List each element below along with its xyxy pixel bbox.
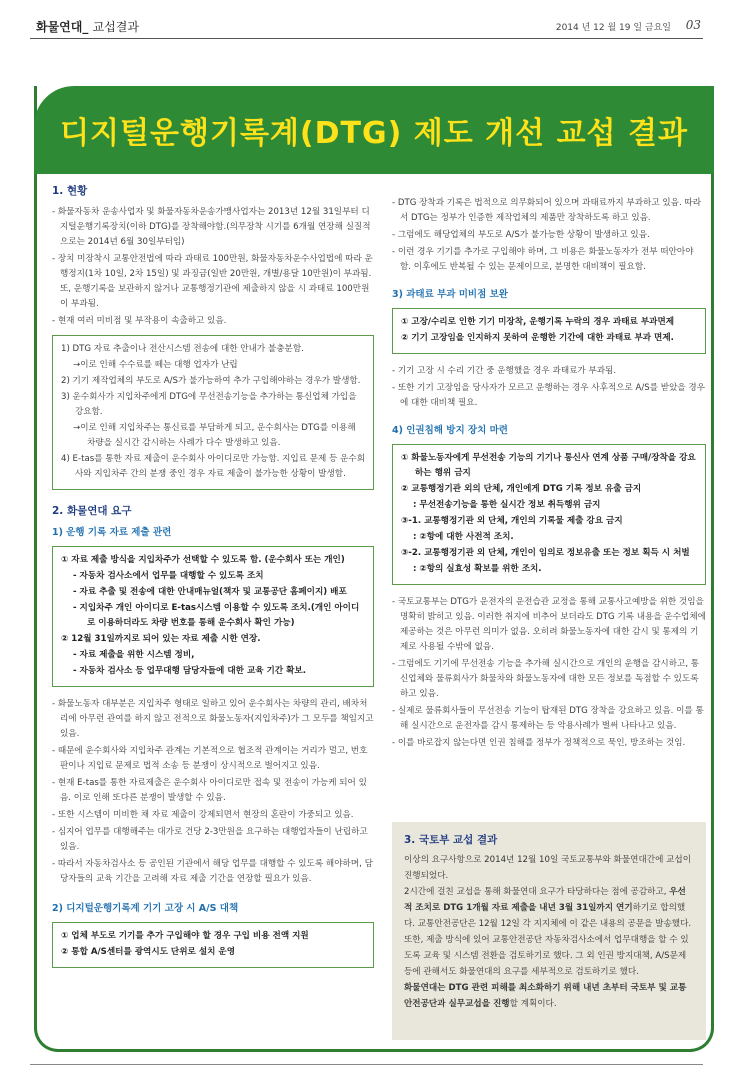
rights-item: - 국토교통부는 DTG가 운전자의 운전습관 교정을 통해 교통사고예방을 위한 것임을 명확히 밝히고 있음. 이러한 취지에 비추어 보더라도 DTG 기록 내용을 운수업체에 제공하는 것은 아무런 의미가 없음. 오히려 화물노동자에 대한 감시 및 통제의 기제로 사용될 수밖에 없음. [392,597,706,652]
demand-box-3 [392,308,706,354]
fine-item: - 또한 기기 고장임을 당사자가 모르고 운행하는 경우 사후적으로 A/S를 받았을 경우에 대한 대비책 필요. [392,383,706,408]
header-rule [30,38,703,39]
s2-item: - 때문에 운수회사와 지입차주 관계는 기본적으로 협조적 관계이는 거리가 멀고, 번호판이나 지입료 문제로 법적 소송 등 분쟁이 상시적으로 벌어지고 있음. [52,746,368,771]
result-paragraph: 이상의 요구사항으로 2014년 12월 10일 국토교통부와 화물연대간에 교섭이 진행되었다. [404,855,692,881]
demand-subitem: - 자동차 검사소 등 업무대행 담당자들에 대한 교육 기간 확보. [73,666,306,676]
result-paragraph: 화물연대는 DTG 관련 피해를 최소화하기 위해 내년 초부터 국토부 및 교통안전공단과 실무교섭을 진행할 계획이다. [404,983,687,1009]
issue-note: →이로 인해 지입차주는 통신료를 부담하게 되고, 운수회사는 DTG를 이용해 차량을 실시간 감시하는 사례가 다수 발생하고 있음. [73,423,356,448]
as-item: - 그럼에도 해당업체의 부도로 A/S가 불가능한 상황이 발생하고 있음. [392,230,650,240]
issue-item: 1) DTG 자료 추출이나 전산시스템 전송에 대한 안내가 불충분함. [61,344,304,354]
s1-item: - 장치 미장착시 교통안전법에 따라 과태료 100만원, 화물자동차운수사업법에 따라 운행정지(1차 10일, 2차 15일) 및 과징금(일반 20만원, 개별/용달 10만원)이 부과됨. 또, 운행기록을 보관하지 않거나 교통행정기관에 제출하지 않을 시 과태료 100만원이 부과됨. [52,254,373,309]
as-item: - DTG 장착과 기록은 법적으로 의무화되어 있으며 과태료까지 부과하고 있음. 따라서 DTG는 정부가 인증한 제작업체의 제품만 장착하도록 하고 있음. [392,198,702,223]
rights-item: - 실제로 물류회사들이 무선전송 기능이 탑재된 DTG 장착을 강요하고 있음. 이를 통해 실시간으로 운전자를 감시 통제하는 등 악용사례가 벌써 나타나고 있음. [392,706,704,731]
page-header [0,0,731,48]
rights-item: - 이를 바로잡지 않는다면 인권 침해를 정부가 정책적으로 묵인, 방조하는 것임. [392,738,686,748]
demand-box-2 [52,922,374,968]
subsection-1-heading: 1) 운행 기록 자료 제출 관련 [52,527,172,538]
result-paragraph: 2시간에 걸친 교섭을 통해 화물연대 요구가 타당하다는 점에 공감하고, 우선적 조치로 DTG 1개월 자료 제출을 내년 3월 31일까지 연기하기로 합의했다. 교통안전공단은 12월 12일 각 지지체에 이 같은 내용의 공문을 발송했다. [404,887,692,929]
s2-item: - 화물노동자 대부분은 지입차주 형태로 일하고 있어 운수회사는 차량의 관리, 배차처리에 아무런 관여를 하지 않고 전적으로 화물노동자(지입차주)가 그 모두를 책임지고 있음. [52,699,374,739]
issue-item: 3) 운수회사가 지입차주에게 DTG에 무선전송기능을 추가하는 통신업체 가입을 강요함. [61,392,357,417]
section-3-heading: 3. 국토부 교섭 결과 [404,834,498,846]
demand-item: ② 교통행정기관 외의 단체, 개인에게 DTG 기록 정보 유출 금지 [401,484,642,494]
demand-item: ③-2. 교통행정기관 외 단체, 개인이 임의로 정보유출 또는 정보 획득 시 처벌 [401,548,690,558]
demand-box-4 [392,444,706,585]
subsection-2-heading: 2) 디지털운행기록계 기기 고장 시 A/S 대책 [52,903,239,914]
demand-item: ① 고장/수리로 인한 기기 미장착, 운행기록 누락의 경우 과태료 부과면제 [401,317,675,327]
result-paragraph: 또한, 제출 방식에 있어 교통안전공단 자동차검사소에서 업무대행을 할 수 있도록 교육 및 시스템 전환을 검토하기로 했다. 그 외 인권 방지대책, A/S문제 등에 관해서도 화물연대의 요구를 세부적으로 검토하기로 했다. [404,935,689,977]
demand-box-1 [52,546,374,687]
issues-box [52,335,374,490]
demand-note: : ②항의 실효성 확보를 위한 조치. [413,564,542,574]
fine-item: - 기기 고장 시 수리 기간 중 운행했을 경우 과태료가 부과됨. [392,366,617,376]
demand-note: : 무선전송기능을 통한 실시간 정보 취득행위 금지 [413,500,601,510]
subsection-4-heading: 4) 인권침해 방지 장치 마련 [392,425,508,436]
section-1-heading: 1. 현황 [52,185,88,197]
issue-date: 2014 년 12 월 19 일 금요일 [555,23,671,33]
rights-item: - 그럼에도 기기에 무선전송 기능을 추가해 실시간으로 개인의 운행을 감시하고, 통신업체와 물류회사가 화물차와 화물노동자에 대한 모든 정보를 독점할 수 있도록 하고 있음. [392,659,700,699]
as-item: - 이런 경우 기기를 추가로 구입해야 하며, 그 비용은 화물노동자가 전부 떠안아야 함. 이후에도 반복될 수 있는 문제이므로, 분명한 대비책이 필요함. [392,247,694,272]
footer-rule [30,1064,703,1065]
title-banner [34,86,714,174]
section-2-heading: 2. 화물연대 요구 [52,505,132,517]
s1-item: - 화물자동차 운송사업자 및 화물자동차운송가맹사업자는 2013년 12월 31일부터 디지털운행기록장치(이하 DTG)를 장착해야함.(의무장착 시기를 6개월 연장해 실질적으로는 2014년 6월 30일부터임) [52,207,371,247]
section-label: 화물연대_ 교섭결과 [36,20,139,34]
result-emphasis: 화물연대는 DTG 관련 피해를 최소화하기 위해 내년 초부터 국토부 및 교통안전공단과 실무교섭을 진행 [404,983,687,1009]
subsection-3-heading: 3) 과태료 부과 미비점 보완 [392,289,508,300]
s1-item: - 현재 여러 미비점 및 부작용이 속출하고 있음. [52,316,227,326]
demand-subitem: - 자동차 검사소에서 업무를 대행할 수 있도록 조치 [73,571,264,581]
demand-subitem: - 자료 추출 및 전송에 대한 안내매뉴얼(책자 및 교통공단 홈페이지) 배포 [73,587,347,597]
issue-item: 4) E-tas를 통한 자료 제출이 운수회사 아이디로만 가능함. 지입료 문제 등 운수회사와 지입차주 간의 분쟁 중인 경우 자료 제출이 불가능한 상황이 발생함. [61,454,365,479]
demand-item: ③-1. 교통행정기관 외 단체, 개인의 기록물 제출 강요 금지 [401,516,623,526]
result-box [392,822,706,1040]
right-column [392,196,706,753]
s2-item: - 현재 E-tas를 통한 자료제출은 운수회사 아이디로만 접속 및 전송이 가능케 되어 있음. 이로 인해 또다른 분쟁이 발생할 수 있음. [52,778,367,803]
page-number: 03 [685,18,701,32]
left-column [52,184,374,978]
article-title: 디지털운행기록계(DTG) 제도 개선 교섭 결과 [60,116,688,151]
demand-item: ① 자료 제출 방식을 지입차주가 선택할 수 있도록 함. (운수회사 또는 개인) [61,555,345,565]
demand-subitem: - 지입차주 개인 아이디로 E-tas시스템 이용할 수 있도록 조치.(개인 아이디로 이용하더라도 차량 번호를 통해 운수회사 확인 가능) [73,603,360,628]
demand-item: ② 통합 A/S센터를 광역시도 단위로 설치 운영 [61,947,236,957]
demand-item: ② 12월 31일까지로 되어 있는 자료 제출 시한 연장. [61,634,261,644]
demand-item: ② 기기 고장임을 인지하지 못하여 운행한 기간에 대한 과태료 부과 면제. [401,333,674,343]
issue-note: →이로 인해 수수료를 떼는 대행 업자가 난립 [73,360,238,370]
demand-item: ① 화물노동자에게 무선전송 기능의 기기나 통신사 연계 상품 구매/장착을 강요하는 행위 금지 [401,453,696,478]
s2-item: - 따라서 자동차검사소 등 공인된 기관에서 해당 업무를 대행할 수 있도록 해야하며, 담당자들의 교육 기간을 고려해 자료 제출 기간을 연장할 필요가 있음. [52,859,373,884]
issue-item: 2) 기기 제작업체의 부도로 A/S가 불가능하여 추가 구입해야하는 경우가 발생함. [61,376,361,386]
s2-item: - 또한 시스템이 미비한 채 자료 제출이 강제되면서 현장의 혼란이 가중되고 있음. [52,810,354,820]
demand-note: : ②항에 대한 사전적 조치. [413,532,514,542]
demand-subitem: - 자료 제출을 위한 시스템 정비, [73,650,195,660]
result-emphasis: 우선적 조치로 DTG 1개월 자료 제출을 내년 3월 31일까지 연기 [404,887,686,913]
demand-item: ① 업체 부도로 기기를 추가 구입해야 할 경우 구입 비용 전액 지원 [61,931,309,941]
s2-item: - 심지어 업무를 대행해주는 대가로 건당 2-3만원을 요구하는 대행업자들이 난립하고 있음. [52,827,368,852]
